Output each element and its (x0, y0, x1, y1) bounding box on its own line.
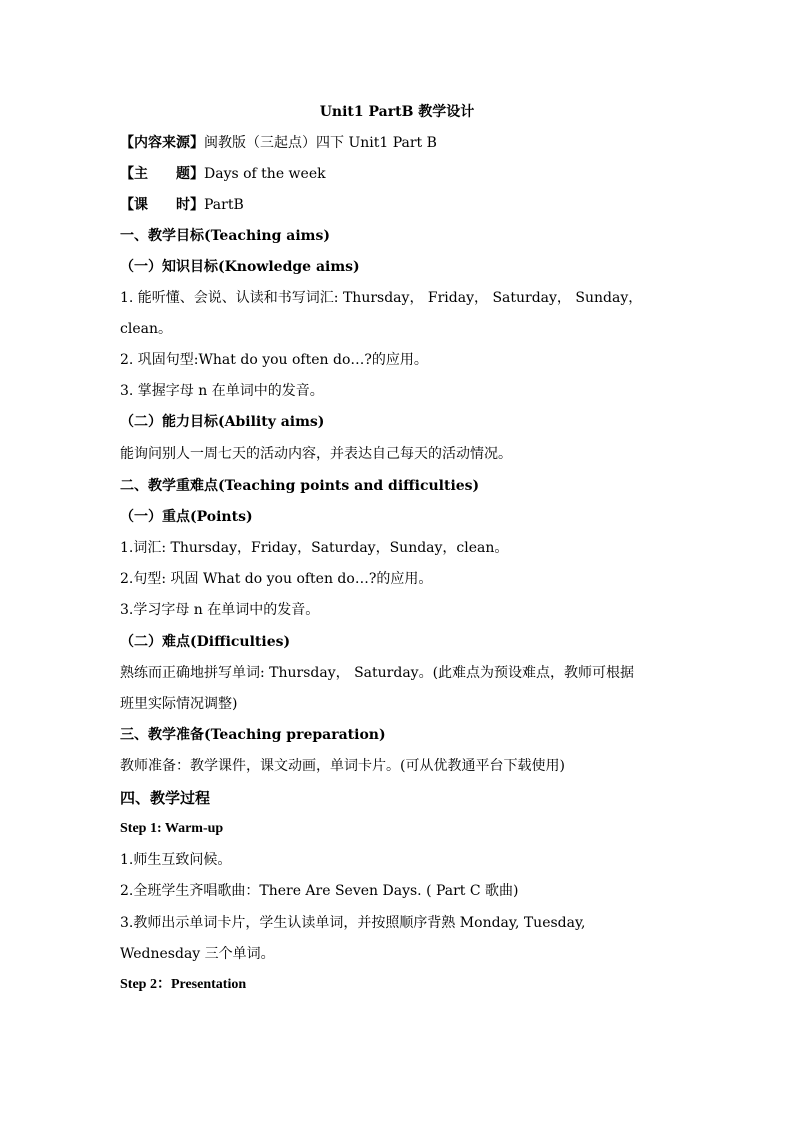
meta-topic (120, 164, 680, 184)
meta-topic-label: 【主 题】 (120, 166, 204, 182)
meta-topic-value: Days of the week (204, 166, 326, 182)
step-2-heading: Step 2：Presentation (120, 977, 247, 992)
section-2-2-line1b: 班里实际情况调整) (120, 696, 238, 712)
step-1-line2: 2.全班学生齐唱歌曲：There Are Seven Days. ( Part C 歌曲) (120, 883, 519, 899)
section-2-2-heading: （二）难点(Difficulties) (120, 634, 291, 650)
section-1-1-line1: 1. 能听懂、会说、认读和书写词汇: Thursday， Friday， Saturday， Sunday， (120, 290, 643, 306)
meta-source (120, 133, 680, 153)
section-1-heading: 一、教学目标(Teaching aims) (120, 228, 330, 244)
section-1-2-heading: （二）能力目标(Ability aims) (120, 414, 325, 430)
section-2-1-line3: 3.学习字母 n 在单词中的发音。 (120, 602, 320, 618)
section-2-1-heading: （一）重点(Points) (120, 509, 253, 525)
section-1-1-line1b: clean。 (120, 321, 172, 337)
document-title: Unit1 PartB 教学设计 (319, 104, 475, 120)
step-1-line3: 3.教师出示单词卡片，学生认读单词，并按照顺序背熟 Monday, Tuesday, (120, 915, 586, 931)
meta-source-value: 闽教版（三起点）四下 Unit1 Part B (204, 135, 437, 151)
meta-period-value: PartB (204, 197, 244, 213)
section-2-heading: 二、教学重难点(Teaching points and difficulties) (120, 478, 480, 494)
step-1-line1: 1.师生互致问候。 (120, 852, 232, 868)
section-2-1-line1: 1.词汇: Thursday，Friday，Saturday，Sunday，clean。 (120, 540, 509, 556)
step-1-line3b: Wednesday 三个单词。 (120, 946, 275, 962)
section-3-heading: 三、教学准备(Teaching preparation) (120, 727, 386, 743)
meta-source-label: 【内容来源】 (120, 135, 204, 151)
section-4-heading: 四、教学过程 (120, 789, 211, 807)
step-1-heading: Step 1: Warm-up (120, 821, 224, 836)
section-3-line1: 教师准备：教学课件，课文动画，单词卡片。(可从优教通平台下载使用) (120, 758, 565, 774)
section-1-1-line2: 2. 巩固句型:What do you often do…?的应用。 (120, 352, 428, 368)
section-1-1-heading: （一）知识目标(Knowledge aims) (120, 259, 360, 275)
section-2-2-line1: 熟练而正确地拼写单词: Thursday， Saturday。(此难点为预设难点，教师可根据 (120, 665, 635, 681)
meta-period-label: 【课 时】 (120, 197, 204, 213)
section-1-2-line1: 能询问别人一周七天的活动内容，并表达自己每天的活动情况。 (120, 446, 512, 462)
section-2-1-line2: 2.句型: 巩固 What do you often do…?的应用。 (120, 571, 433, 587)
meta-period (120, 195, 680, 215)
section-1-1-line3: 3. 掌握字母 n 在单词中的发音。 (120, 383, 324, 399)
